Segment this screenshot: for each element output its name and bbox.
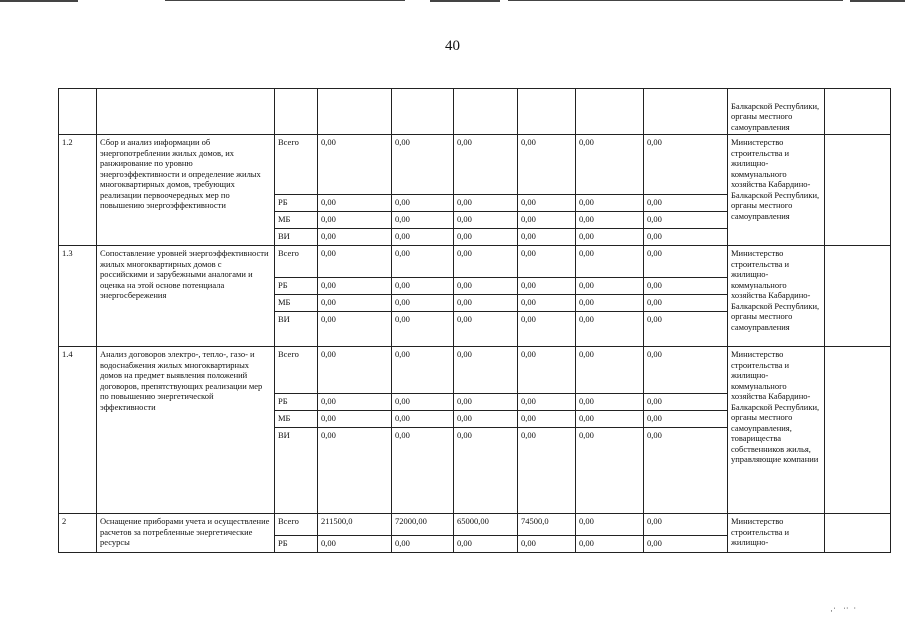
cell-source: РБ — [275, 394, 318, 411]
cell-value: 0,00 — [518, 536, 576, 553]
cell-value: 0,00 — [318, 347, 392, 394]
cell-value: 0,00 — [518, 428, 576, 514]
cell-value: 0,00 — [518, 295, 576, 312]
cell-value: 0,00 — [454, 278, 518, 295]
cell-value: 0,00 — [454, 195, 518, 212]
cell-source: ВИ — [275, 428, 318, 514]
table-row — [59, 514, 891, 536]
cell-source: Всего — [275, 514, 318, 536]
cell-value: 0,00 — [644, 347, 728, 394]
cell-value: 0,00 — [576, 411, 644, 428]
cell-value: 0,00 — [644, 195, 728, 212]
cell-value: 0,00 — [318, 411, 392, 428]
cell-value: 0,00 — [644, 514, 728, 536]
cell-value: 0,00 — [454, 312, 518, 347]
cell-value: 0,00 — [518, 229, 576, 246]
cell-value — [454, 89, 518, 135]
cell-value: 0,00 — [454, 347, 518, 394]
scan-edge-line-mid — [165, 0, 405, 1]
cell-name — [97, 89, 275, 135]
cell-value — [576, 89, 644, 135]
cell-value: 0,00 — [644, 312, 728, 347]
cell-value: 211500,0 — [318, 514, 392, 536]
cell-source: Всего — [275, 347, 318, 394]
cell-value: 0,00 — [576, 212, 644, 229]
cell-value: 0,00 — [518, 246, 576, 278]
scan-edge-line-right — [508, 0, 843, 1]
cell-responsible: Балкарской Республики, органы местного самоуправления — [728, 89, 825, 135]
scan-edge-line-far-right — [850, 0, 905, 2]
cell-value: 0,00 — [576, 394, 644, 411]
cell-value: 0,00 — [392, 246, 454, 278]
cell-value: 0,00 — [518, 278, 576, 295]
cell-value: 0,00 — [392, 295, 454, 312]
cell-value: 0,00 — [644, 229, 728, 246]
cell-value: 0,00 — [454, 428, 518, 514]
cell-value: 0,00 — [454, 411, 518, 428]
cell-value: 0,00 — [576, 312, 644, 347]
cell-source: Всего — [275, 246, 318, 278]
cell-value: 0,00 — [318, 229, 392, 246]
cell-num: 1.3 — [59, 246, 97, 347]
cell-value: 0,00 — [576, 246, 644, 278]
cell-value: 0,00 — [392, 347, 454, 394]
cell-value: 0,00 — [644, 428, 728, 514]
scan-edge-line-left — [0, 0, 78, 2]
cell-value: 0,00 — [644, 135, 728, 195]
cell-value: 0,00 — [576, 295, 644, 312]
cell-value — [644, 89, 728, 135]
cell-value: 0,00 — [318, 195, 392, 212]
cell-value: 0,00 — [576, 229, 644, 246]
cell-value: 0,00 — [392, 394, 454, 411]
page-number: 40 — [445, 38, 460, 54]
cell-value: 0,00 — [454, 536, 518, 553]
cell-value: 0,00 — [576, 135, 644, 195]
cell-value: 0,00 — [576, 195, 644, 212]
scan-edge-line-mid2 — [430, 0, 500, 2]
cell-value: 0,00 — [454, 135, 518, 195]
cell-extra — [825, 135, 891, 246]
cell-value: 0,00 — [576, 428, 644, 514]
cell-num — [59, 89, 97, 135]
cell-value: 0,00 — [644, 278, 728, 295]
cell-source — [275, 89, 318, 135]
cell-source: МБ — [275, 295, 318, 312]
cell-responsible: Министерство строительства и жилищно- — [728, 514, 825, 553]
cell-extra — [825, 347, 891, 514]
continuation-row — [59, 89, 891, 135]
cell-value: 0,00 — [576, 347, 644, 394]
cell-value: 0,00 — [392, 411, 454, 428]
cell-value: 0,00 — [318, 394, 392, 411]
cell-value: 0,00 — [318, 278, 392, 295]
cell-value: 0,00 — [644, 411, 728, 428]
cell-extra — [825, 246, 891, 347]
cell-value — [318, 89, 392, 135]
cell-value: 0,00 — [392, 135, 454, 195]
cell-value: 0,00 — [518, 394, 576, 411]
cell-value: 0,00 — [392, 428, 454, 514]
cell-source: ВИ — [275, 312, 318, 347]
table-row — [59, 135, 891, 195]
cell-value: 0,00 — [318, 428, 392, 514]
cell-extra — [825, 514, 891, 553]
cell-value: 0,00 — [518, 411, 576, 428]
cell-value: 0,00 — [454, 229, 518, 246]
cell-value — [392, 89, 454, 135]
cell-name: Сопоставление уровней энергоэффективности жилых многоквартирных домов с российскими и зарубежными аналогами и оценка на этой основе потенциала энергосбережения — [97, 246, 275, 347]
cell-value: 0,00 — [392, 536, 454, 553]
cell-source: РБ — [275, 195, 318, 212]
cell-value: 0,00 — [518, 135, 576, 195]
cell-source: МБ — [275, 212, 318, 229]
cell-name: Сбор и анализ информации об энергопотреблении жилых домов, их ранжирование по уровню энергоэффективности и определение жилых многоквартирных домов, требующих реализации первоочередных мер по повышению энергоэффективности — [97, 135, 275, 246]
table-row — [59, 347, 891, 394]
cell-value: 0,00 — [392, 229, 454, 246]
cell-value: 0,00 — [392, 212, 454, 229]
cell-value: 0,00 — [454, 394, 518, 411]
cell-value: 72000,00 — [392, 514, 454, 536]
cell-value: 0,00 — [318, 536, 392, 553]
cell-value: 0,00 — [454, 212, 518, 229]
cell-value: 0,00 — [318, 312, 392, 347]
cell-value: 0,00 — [644, 246, 728, 278]
cell-value: 0,00 — [392, 312, 454, 347]
cell-num: 1.2 — [59, 135, 97, 246]
cell-name: Оснащение приборами учета и осуществление расчетов за потребленные энергетические ресурсы — [97, 514, 275, 553]
cell-value: 0,00 — [392, 278, 454, 295]
cell-num: 1.4 — [59, 347, 97, 514]
cell-value — [518, 89, 576, 135]
cell-value: 0,00 — [318, 295, 392, 312]
cell-num: 2 — [59, 514, 97, 553]
cell-value: 0,00 — [576, 278, 644, 295]
cell-value: 0,00 — [518, 347, 576, 394]
cell-value: 0,00 — [454, 246, 518, 278]
cell-source: РБ — [275, 278, 318, 295]
cell-extra — [825, 89, 891, 135]
cell-value: 0,00 — [318, 212, 392, 229]
scan-artifact-marks: ·ˈ ˈ˙ ˙ — [830, 606, 857, 616]
cell-value: 0,00 — [454, 295, 518, 312]
cell-value: 0,00 — [576, 536, 644, 553]
cell-value: 0,00 — [318, 135, 392, 195]
cell-value: 0,00 — [644, 212, 728, 229]
cell-value: 65000,00 — [454, 514, 518, 536]
table-row — [59, 246, 891, 278]
cell-responsible: Министерство строительства и жилищно-коммунального хозяйства Кабардино-Балкарской Республики, органы местного самоуправления — [728, 246, 825, 347]
cell-value: 0,00 — [392, 195, 454, 212]
cell-value: 0,00 — [644, 536, 728, 553]
cell-value: 0,00 — [644, 394, 728, 411]
cell-responsible: Министерство строительства и жилищно-коммунального хозяйства Кабардино-Балкарской Республики, органы местного самоуправления, товарищества собственников жилья, управляющие компании — [728, 347, 825, 514]
cell-source: ВИ — [275, 229, 318, 246]
cell-name: Анализ договоров электро-, тепло-, газо- и водоснабжения жилых многоквартирных домов на предмет выявления положений договоров, препятствующих реализации мер по повышению энергетической эффективности — [97, 347, 275, 514]
cell-value: 0,00 — [644, 295, 728, 312]
cell-value: 0,00 — [518, 195, 576, 212]
cell-value: 0,00 — [318, 246, 392, 278]
cell-source: МБ — [275, 411, 318, 428]
cell-source: Всего — [275, 135, 318, 195]
cell-value: 0,00 — [518, 212, 576, 229]
cell-value: 74500,0 — [518, 514, 576, 536]
program-table — [58, 88, 891, 553]
cell-responsible: Министерство строительства и жилищно-коммунального хозяйства Кабардино-Балкарской Республики, органы местного самоуправления — [728, 135, 825, 246]
cell-value: 0,00 — [518, 312, 576, 347]
cell-source: РБ — [275, 536, 318, 553]
cell-value: 0,00 — [576, 514, 644, 536]
